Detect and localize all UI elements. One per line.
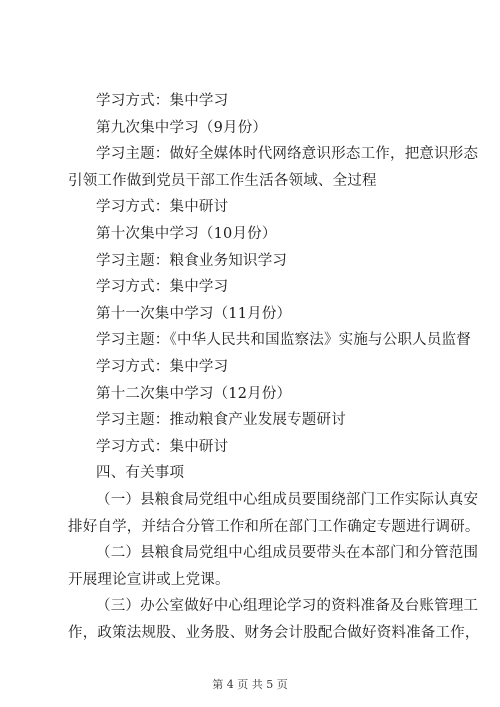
text-line: 第十二次集中学习（12月份） (96, 385, 292, 402)
text-line: 第十次集中学习（10月份） (96, 225, 277, 242)
text-line: 作，政策法规股、业务股、财务会计股配合做好资料准备工作， (68, 624, 480, 641)
text-line: 学习方式：集中学习 (96, 93, 229, 109)
text-line: 第十一次集中学习（11月份） (96, 305, 292, 322)
text-line: 第九次集中学习（9月份） (96, 119, 268, 136)
text-line: （三）办公室做好中心组理论学习的资料准备及台账管理工 (96, 598, 479, 615)
text-line: 学习方式：集中学习 (96, 279, 229, 296)
text-line: 排好自学，并结合分管工作和所在部门工作确定专题进行调研。 (68, 518, 480, 535)
text-line: 引领工作做到党员干部工作生活各领域、全过程 (68, 172, 377, 189)
text-line: 学习主题：粮食业务知识学习 (96, 252, 288, 269)
text-line: 学习方式：集中研讨 (96, 199, 229, 216)
text-line: （二）县粮食局党组中心组成员要带头在本部门和分管范围 (96, 545, 479, 562)
text-line: 学习主题：做好全媒体时代网络意识形态工作，把意识形态 (96, 146, 479, 163)
text-line: （一）县粮食局党组中心组成员要围绕部门工作实际认真安 (96, 491, 479, 508)
text-line: 开展理论宣讲或上党课。 (68, 571, 230, 588)
text-line: 学习方式：集中学习 (96, 358, 229, 375)
text-line: 学习主题：《中华人民共和国监察法》实施与公职人员监督 (96, 332, 471, 349)
section-heading: 四、有关事项 (96, 465, 185, 482)
document-body (68, 88, 480, 646)
page-number-footer: 第 4 页 共 5 页 (212, 678, 288, 691)
text-line: 学习方式：集中研讨 (96, 438, 229, 455)
text-line: 学习主题：推动粮食产业发展专题研讨 (96, 412, 346, 429)
